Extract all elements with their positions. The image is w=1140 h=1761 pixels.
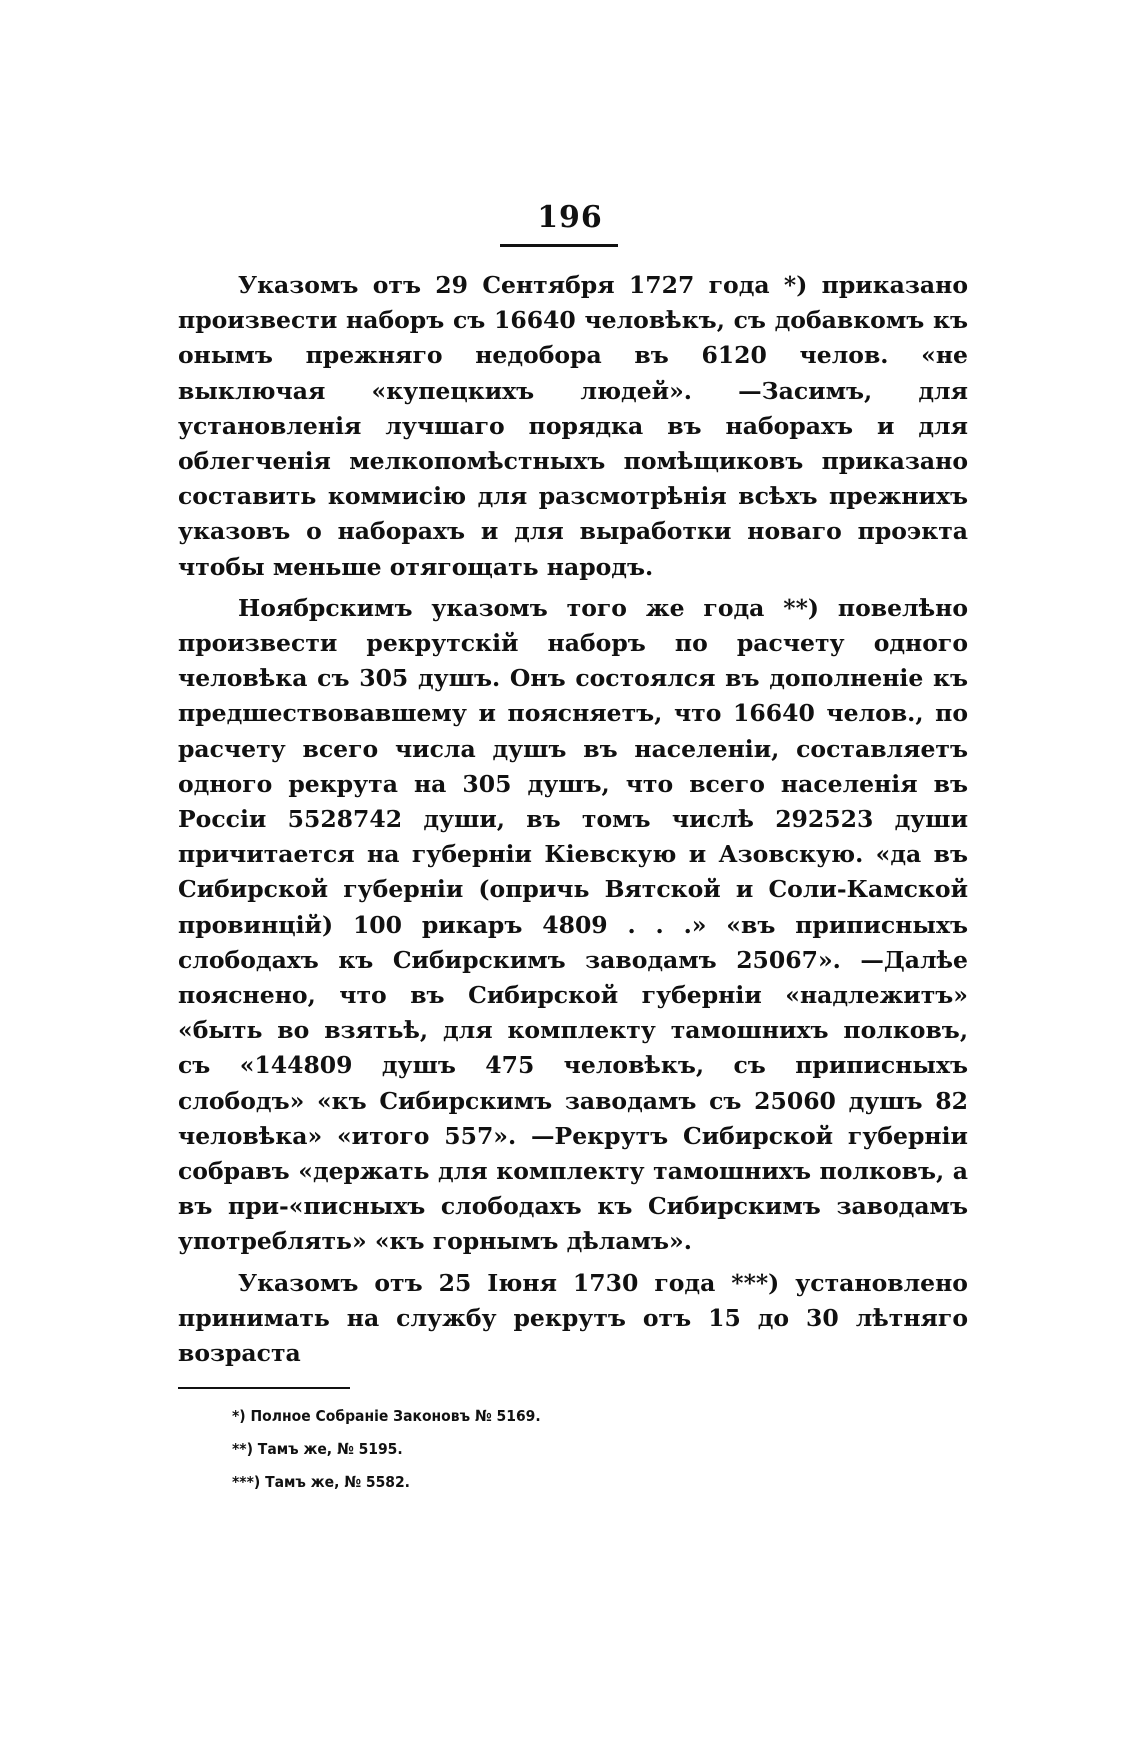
paragraph-3: Указомъ отъ 25 Іюня 1730 года ***) установлено принимать на службу рекрутъ отъ 15 до 30 лѣтняго возраста [178,1268,968,1368]
paragraph-2: Ноябрскимъ указомъ того же года **) повелѣно произвести рекрутскій наборъ по расчету одного человѣка съ 305 душъ. Онъ состоялся въ дополненіе къ предшествовавшему и поясняетъ, что 16640 челов., по расчету всего числа душъ въ населеніи, составляетъ одного рекрута на 305 душъ, что всего населенія въ Россіи 5528742 души, въ томъ числѣ 292523 души причитается на губерніи Кіевскую и Азовскую. «да въ Сибирской губерніи (опричь Вятской и Соли-Камской провинцій) 100 рикаръ 4809 . . .» «въ приписныхъ слободахъ къ Сибирскимъ заводамъ 25067». —Далѣе пояснено, что въ Сибирской губерніи «надлежитъ» «быть во взятьѣ, для комплекту тамошнихъ полковъ, съ «144809 душъ 475 человѣкъ, съ приписныхъ слободъ» «къ Сибирскимъ заводамъ съ 25060 душъ 82 человѣка» «итого 557». —Рекрутъ Сибирской губерніи собравъ «держать для комплекту тамошнихъ полковъ, а въ при-«писныхъ слободахъ къ Сибирскимъ заводамъ употреблять» «къ горнымъ дѣламъ». [178,593,968,1256]
page-number: 196 [537,200,603,235]
main-text [178,268,968,1377]
paragraph-1: Указомъ отъ 29 Сентября 1727 года *) приказано произвести наборъ съ 16640 человѣкъ, съ добавкомъ къ онымъ прежняго недобора въ 6120 челов. «не выключая «купецкихъ людей». —Засимъ, для установленія лучшаго порядка въ наборахъ и для облегченія мелкопомѣстныхъ помѣщиковъ приказано составить коммисію для разсмотрѣнія всѣхъ прежнихъ указовъ о наборахъ и для выработки новаго проэкта чтобы меньше отягощать народъ. [178,271,968,581]
page-number-underline [500,244,618,247]
footnote-3: ***) Тамъ же, № 5582. [232,1473,410,1491]
footnotes [232,1400,832,1499]
footnote-1: *) Полное Собраніе Законовъ № 5169. [232,1407,541,1425]
footnote-2: **) Тамъ же, № 5195. [232,1440,403,1458]
footnote-separator [178,1387,350,1389]
